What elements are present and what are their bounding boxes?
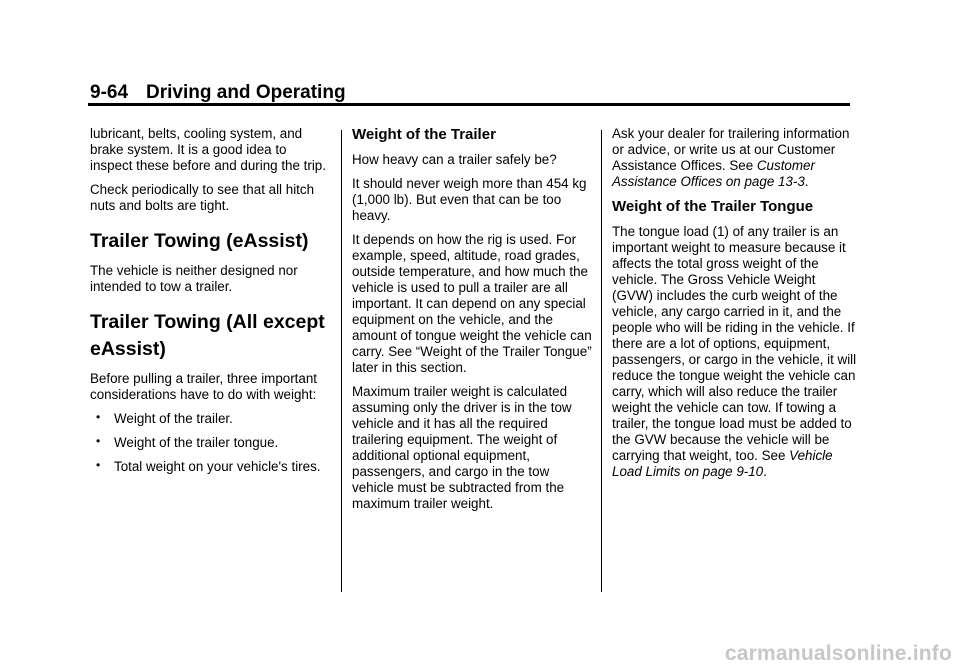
paragraph-considerations: Before pulling a trailer, three important considerations have to do with weight: (90, 371, 318, 402)
heading-weight-of-trailer: Weight of the Trailer (352, 126, 496, 143)
header-rule (88, 103, 850, 106)
heading-trailer-towing-eassist: Trailer Towing (eAssist) (90, 230, 309, 252)
paragraph-calculation: Maximum trailer weight is calculated assuming only the driver is in the tow vehicle and it has all the required trailering equipment. The weight of additional optional equipment, passengers, and cargo in the tow vehicle must be subtracted from the maximum trailer weight. (352, 384, 572, 511)
section-title: Driving and Operating (146, 82, 346, 103)
watermark: carmanualsonline.info (724, 642, 952, 665)
page-number: 9-64 (90, 82, 129, 103)
list-item: • Total weight on your vehicle's tires. (96, 458, 321, 474)
heading-trailer-towing-all-except: Trailer Towing (All except eAssist) (90, 311, 325, 360)
paragraph-hitch-check: Check periodically to see that all hitch nuts and bolts are tight. (90, 182, 315, 213)
customer-assistance-link[interactable]: Customer Assistance Offices on page 13-3 (612, 158, 815, 189)
column-2 (352, 126, 592, 520)
paragraph-eassist-no-tow: The vehicle is neither designed nor intended to tow a trailer. (90, 263, 298, 294)
heading-weight-of-trailer-tongue: Weight of the Trailer Tongue (612, 198, 814, 215)
weight-considerations-list (90, 411, 330, 475)
column-3 (612, 126, 858, 488)
paragraph-question: How heavy can a trailer safely be? (352, 152, 557, 167)
column-divider-2 (601, 130, 602, 592)
paragraph-tongue-load: The tongue load (1) of any trailer is an important weight to measure because it affects the total gross weight of the vehicle. The Gross Vehicle Weight (GVW) includes the curb weight of the vehicle, any cargo carried in it, and the people who will be riding in the vehicle. If there are a lot of options, equipment, passengers, or cargo in the vehicle, it will reduce the tongue weight the vehicle can carry, which will also reduce the trailer weight the vehicle can tow. If towing a trailer, the tongue load must be added to the GVW because the vehicle will be carrying that weight, too. See Vehicle Load Limits on page 9-10. (612, 224, 857, 479)
vehicle-load-limits-link[interactable]: Vehicle Load Limits on page 9-10 (612, 448, 833, 479)
page-header (90, 82, 346, 104)
paragraph-inspection: lubricant, belts, cooling system, and brake system. It is a good idea to inspect these before and during the trip. (90, 126, 326, 173)
bullet-icon: • (96, 410, 101, 424)
paragraph-dealer-advice: Ask your dealer for trailering information or advice, or write us at our Customer Assistance Offices. See Customer Assistance Offices on page 13-3. (612, 126, 850, 189)
paragraph-rig-usage: It depends on how the rig is used. For example, speed, altitude, road grades, outside temperature, and how much the vehicle is used to pull a trailer are all important. It can depend on any special equipment on the vehicle, and the amount of tongue weight the vehicle can carry. See “Weight of the Trailer Tongue” later in this section. (352, 232, 592, 375)
column-divider-1 (341, 130, 342, 592)
list-item: • Weight of the trailer tongue. (96, 434, 279, 450)
paragraph-max-weight: It should never weigh more than 454 kg (1,000 lb). But even that can be too heavy. (352, 176, 587, 223)
bullet-icon: • (96, 458, 101, 472)
bullet-icon: • (96, 434, 101, 448)
list-item: • Weight of the trailer. (96, 410, 233, 426)
column-1 (90, 126, 330, 483)
